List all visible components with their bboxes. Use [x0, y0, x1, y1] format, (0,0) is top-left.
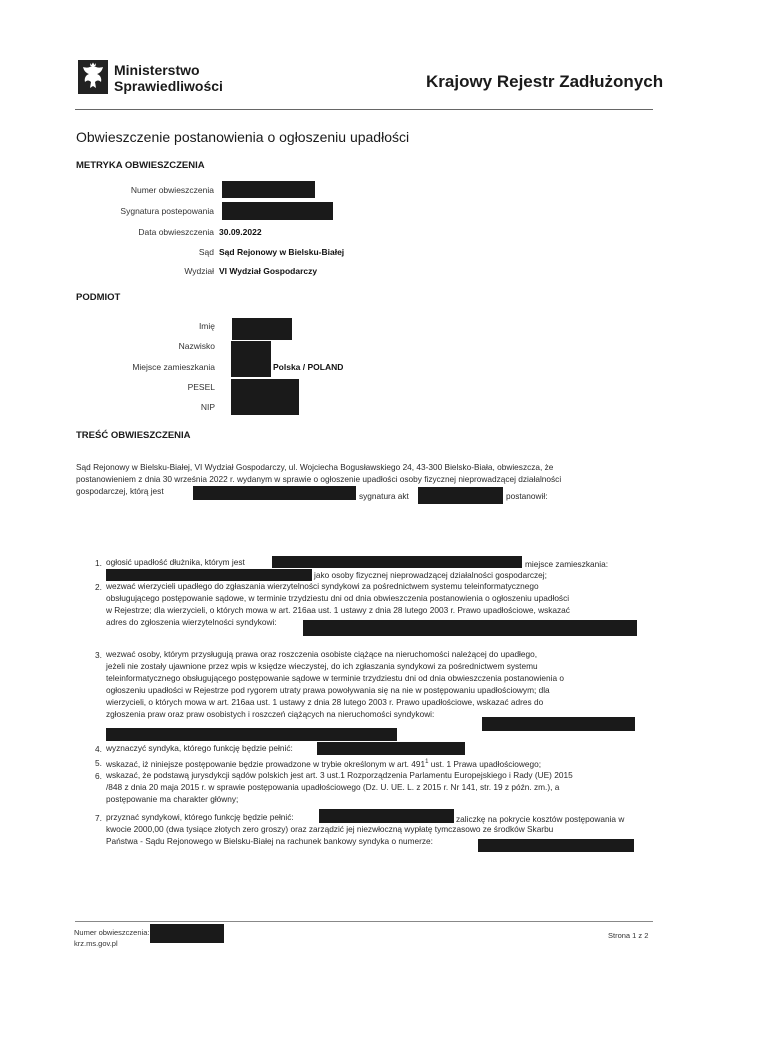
label-data: Data obwieszczenia: [138, 227, 214, 237]
ministry-name: [114, 62, 223, 94]
item-3-line-6: zgłoszenia praw oraz praw osobistych i roszczeń ciążących na nieruchomości syndykowi:: [106, 709, 435, 719]
footer-number-label: Numer obwieszczenia:: [74, 928, 150, 937]
item-1-number: 1.: [95, 558, 102, 568]
section-heading-metryka: METRYKA OBWIESZCZENIA: [76, 160, 205, 171]
label-numer: Numer obwieszczenia: [130, 185, 214, 195]
label-sygnatura: Sygnatura postepowania: [120, 206, 214, 216]
intro-line-3: gospodarczej, którą jest: [76, 486, 164, 496]
item-5-text-b: ust. 1 Prawa upadłościowego;: [430, 758, 542, 769]
redacted-item-1-address: [106, 569, 312, 581]
redacted-item-4-trustee: [317, 742, 465, 755]
label-imie: Imię: [198, 321, 215, 331]
item-3-line-3: teleinformatycznego obsługującego postępowanie sądowe w terminie trzydziestu dni od dnia obwieszczenia postanowienia o: [106, 673, 564, 683]
item-2-line-2: obsługującego postępowanie sądowe, w terminie trzydziestu dni od dnia obwieszczenia postanowienia o ogłoszeniu upadłości: [106, 593, 570, 603]
footer-page: Strona 1 z 2: [608, 931, 649, 940]
item-5-number: 5.: [95, 758, 102, 768]
item-3-line-1: wezwać osoby, którym przysługują prawa oraz roszczenia osobiste ciążące na nieruchomości należącej do upadłego,: [106, 649, 538, 659]
item-5-superscript: 1: [425, 759, 429, 765]
item-2-number: 2.: [95, 582, 102, 592]
item-4-number: 4.: [95, 744, 102, 754]
item-3-number: 3.: [95, 650, 102, 660]
item-1-miejsce-label: miejsce zamieszkania:: [525, 559, 608, 569]
redacted-sygnatura: [222, 202, 333, 220]
item-4-line-1: wyznaczyć syndyka, którego funkcję będzie pełnić:: [106, 743, 293, 753]
value-kraj: Polska / POLAND: [273, 362, 344, 372]
redacted-debtor: [193, 486, 356, 500]
item-6-line-3: postępowanie ma charakter główny;: [106, 794, 239, 804]
item-7-line-3: Państwa - Sądu Rejonowego w Bielsku-Białej na rachunek bankowy syndyka o numerze:: [106, 836, 433, 846]
item-2-line-3: w Rejestrze; dla wierzycieli, o których mowa w art. 216aa ust. 1 ustawy z dnia 28 lutego 2003 r. Prawo upadłościowe, wskazać: [106, 605, 570, 615]
registry-title: Krajowy Rejestr Zadłużonych: [426, 72, 664, 91]
label-nip: NIP: [200, 402, 215, 412]
item-7-line-2: kwocie 2000,00 (dwa tysiące złotych zero groszy) oraz zarządzić jej niezwłoczną wypłatę tymczasowo ze środków Skarbu: [106, 824, 554, 834]
value-data: 30.09.2022: [219, 227, 262, 237]
item-7-line-1b: zaliczkę na pokrycie kosztów postępowania w: [456, 814, 625, 824]
section-heading-tresc: TREŚĆ OBWIESZCZENIA: [76, 430, 191, 441]
footer-divider: [75, 921, 653, 922]
item-2-line-1: wezwać wierzycieli upadłego do zgłaszania wierzytelności syndykowi za pośrednictwem systemu teleinformatycznego: [106, 581, 539, 591]
ministry-line-1: Ministerstwo: [114, 62, 200, 78]
ministry-line-2: Sprawiedliwości: [114, 78, 223, 94]
item-2-line-4: adres do zgłoszenia wierzytelności syndykowi:: [106, 617, 277, 627]
redacted-item-2-address: [303, 620, 637, 636]
label-wydzial: Wydział: [184, 266, 214, 276]
redacted-numer: [222, 181, 315, 198]
item-1-line-2: jako osoby fizycznej nieprowadzącej działalności gospodarczej;: [314, 570, 547, 580]
item-1-line-1: ogłosić upadłość dłużnika, którym jest: [106, 557, 245, 567]
page-title: Obwieszczenie postanowienia o ogłoszeniu upadłości: [76, 129, 410, 145]
redacted-item-1-debtor: [272, 556, 522, 568]
item-6-line-2: /848 z dnia 20 maja 2015 r. w sprawie postępowania upadłościowego (Dz. U. UE. L. z 2015 r. Nr 141, str. 19 z późn. zm.), a: [106, 782, 560, 792]
section-heading-podmiot: PODMIOT: [76, 292, 121, 303]
intro-postanowil: postanowił:: [506, 491, 548, 501]
item-5-line-1: [106, 757, 541, 770]
redacted-item-7-account: [478, 839, 634, 852]
value-wydzial: VI Wydział Gospodarczy: [219, 266, 318, 276]
redacted-item-3-address-b: [106, 728, 397, 741]
label-pesel: PESEL: [187, 382, 215, 392]
item-6-line-1: wskazać, że podstawą jurysdykcji sądów polskich jest art. 3 ust.1 Rozporządzenia Parlamentu Europejskiego i Rady (UE) 2015: [106, 770, 573, 780]
redacted-pesel-nip: [231, 379, 299, 415]
item-3-line-2: jeżeli nie zostały ujawnione przez wpis w księdze wieczystej, do ich zgłaszania syndykowi za pośrednictwem systemu: [106, 661, 538, 671]
redacted-item-3-address-a: [482, 717, 635, 731]
item-6-number: 6.: [95, 771, 102, 781]
item-5-text-a: wskazać, iż niniejsze postępowanie będzie prowadzone w trybie określonym w art. 491: [106, 758, 426, 769]
label-miejsce: Miejsce zamieszkania: [132, 362, 215, 372]
redacted-sygnatura-akt: [418, 487, 503, 504]
intro-sygnatura-label: sygnatura akt: [359, 491, 409, 501]
label-nazwisko: Nazwisko: [178, 341, 215, 351]
polish-eagle-emblem-icon: [78, 60, 108, 94]
intro-line-2: postanowieniem z dnia 30 września 2022 r. wydanym w sprawie o ogłoszenie upadłości osoby fizycznej nieprowadzącej działalności: [76, 474, 562, 484]
header-divider: [75, 109, 653, 110]
intro-line-1: Sąd Rejonowy w Bielsku-Białej, VI Wydział Gospodarczy, ul. Wojciecha Bogusławskiego 24, 43-300 Bielsko-Biała, obwieszcza, że: [76, 462, 554, 472]
item-3-line-5: wierzycieli, o których mowa w art. 216aa ust. 1 ustawy z dnia 28 lutego 2003 r. Prawo upadłościowe, wskazać adres do: [106, 697, 544, 707]
footer-site: krz.ms.gov.pl: [74, 939, 118, 948]
item-7-number: 7.: [95, 813, 102, 823]
value-sad: Sąd Rejonowy w Bielsku-Białej: [219, 247, 345, 257]
redacted-imie: [232, 318, 292, 340]
redacted-footer-number: [150, 924, 224, 943]
item-7-line-1: przyznać syndykowi, którego funkcję będzie pełnić:: [106, 812, 294, 822]
item-3-line-4: ogłoszeniu upadłości w Rejestrze pod rygorem utraty prawa powoływania się na nie w postępowaniu upadłościowym; dla: [106, 685, 550, 695]
redacted-nazwisko-miejsce: [231, 341, 271, 377]
label-sad: Sąd: [198, 247, 214, 257]
redacted-item-7-trustee: [319, 809, 454, 823]
